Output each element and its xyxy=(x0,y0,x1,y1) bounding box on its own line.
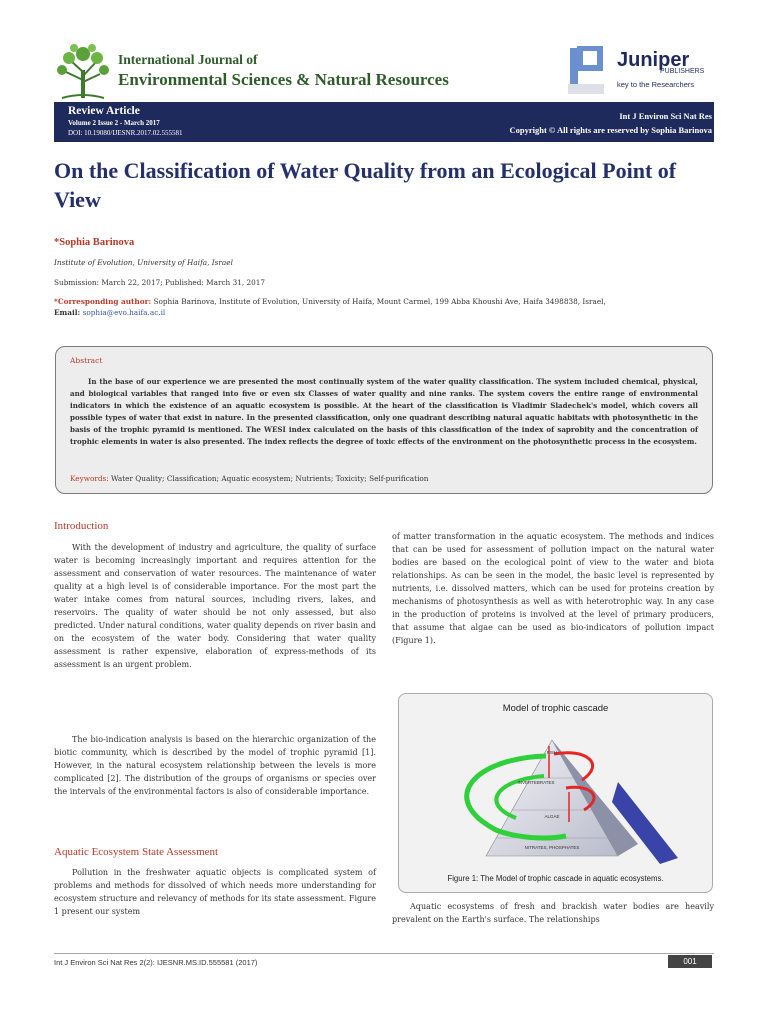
right-paragraph-2: Aquatic ecosystems of fresh and brackish water bodies are heavily prevalent on the Earth's surface. The relationships xyxy=(392,902,714,924)
email-link[interactable]: sophia@evo.haifa.ac.il xyxy=(82,308,166,317)
corr-label: *Corresponding author: xyxy=(54,297,152,306)
intro-paragraph-2: The bio-indication analysis is based on the hierarchic organization of the biotic community, which is described by the model of trophic pyramid [1]. However, in the natural ecosystem relationship between the levels is more complicated [2]. The distribution of the groups of organisms or species over the intervals of the environmental factors is also of considerable importance. xyxy=(54,735,376,796)
doi: DOI: 10.19080/IJESNR.2017.02.555581 xyxy=(68,129,183,137)
abstract-text: In the base of our experience we are presented the most continually system of the water quality classification. The system included chemical, physical, and biological variables that ranged into five or even six Classes of water quality and nine ranks. The system covers the entire range of environmental indicators in which the existence of an aquatic ecosystem is possible. At the heart of the classification is Vladimir Sladechek's model, which covers all possible types of water that exist in nature. In the presented classification, only one quadrant describing natural aquatic habitats with photosynthetic in the basis of the trophic pyramid is mentioned. The WESI index calculated on the basis of this classification of the index of saprobity and the concentration of trophic elements in water is also presented. The index reflects the degree of toxic effects of the environment on the photosynthetic process in the ecosystem. xyxy=(70,377,698,446)
level-label-algae: ALGAE xyxy=(544,814,560,819)
keywords-list: Water Quality; Classification; Aquatic ecosystem; Nutrients; Toxicity; Self-purification xyxy=(108,474,429,483)
aquatic-heading: Aquatic Ecosystem State Assessment xyxy=(54,846,219,858)
journal-tree-logo xyxy=(52,42,114,100)
copyright: Copyright © All rights are reserved by Sophia Barinova xyxy=(509,125,712,135)
journal-abbreviation: Int J Environ Sci Nat Res xyxy=(619,111,712,121)
publisher-name: Juniper xyxy=(617,49,690,71)
footer-citation: Int J Environ Sci Nat Res 2(2): IJESNR.MS.ID.555581 (2017) xyxy=(54,958,258,967)
footer-divider xyxy=(54,953,714,954)
email-label: Email: xyxy=(54,308,81,317)
aquatic-paragraph-1: Pollution in the freshwater aquatic objects is complicated system of problems and methods for dissolved of which needs more understanding for ecosystem structure and relevancy of methods for its state assessment. Figure 1 present our system xyxy=(54,868,376,916)
publisher-sub: PUBLISHERS xyxy=(660,68,705,75)
intro-paragraph-1: With the development of industry and agriculture, the quality of surface water is becoming increasingly important and requires attention for the assessment and conservation of water resources. The maintenance of water quality at a high level is of considerable importance. For the most part the water intake comes from natural sources, including rivers, lakes, and reservoirs. The quality of water should be not only assessed, but also predicted. Under natural conditions, water quality depends on river basin and on the ecosystem of the water body. Considering that water quality assessment is rather expensive, elaboration of express-methods of its assessment is an urgent problem. xyxy=(54,543,376,669)
journal-name-line1: International Journal of xyxy=(118,52,258,67)
figure-title: Model of trophic cascade xyxy=(502,703,609,714)
level-label-invertebrates: INVERTEBRATES xyxy=(517,780,555,785)
keywords xyxy=(70,474,429,483)
article-title: On the Classification of Water Quality from an Ecological Point of View xyxy=(54,158,677,212)
trophic-pyramid-diagram xyxy=(416,718,696,868)
journal-name-line2: Environmental Sciences & Natural Resources xyxy=(118,70,449,89)
article-type: Review Article xyxy=(68,105,140,117)
level-label-nutrients: NITRATES, PHOSPHATES xyxy=(524,845,580,850)
author-name: *Sophia Barinova xyxy=(54,237,135,248)
introduction-heading: Introduction xyxy=(54,520,109,532)
volume-info: Volume 2 Issue 2 - March 2017 xyxy=(68,119,160,127)
abstract-heading: Abstract xyxy=(70,356,103,365)
publisher-tagline: key to the Researchers xyxy=(617,80,695,89)
right-paragraph-1: of matter transformation in the aquatic ecosystem. The methods and indices that can be used for assessment of pollution impact on the natural water bodies are based on the ecological point of view to the water and biota relationships. As can be seen in the model, the basic level is represented by nutrients, i.e. dissolved matters, which can be used for proteins creation by mechanisms of photosynthesis as well as with heterotrophic way. In any case in the production of proteins is involved at the level of primary producers, that assume that algae can be used as bio-indicators of pollution impact (Figure 1). xyxy=(392,532,714,645)
affiliation: Institute of Evolution, University of Haifa, Israel xyxy=(54,258,233,267)
corresponding-author xyxy=(54,296,714,318)
level-label-fish: FISH xyxy=(546,750,558,755)
corr-text: Sophia Barinova, Institute of Evolution, University of Haifa, Mount Carmel, 199 Abba Khoushi Ave, Haifa 3498838, Israel, xyxy=(151,297,606,306)
figure-caption: Figure 1: The Model of trophic cascade in aquatic ecosystems. xyxy=(447,874,664,883)
page-number: 001 xyxy=(668,955,712,968)
submission-dates: Submission: March 22, 2017; Published: March 31, 2017 xyxy=(54,278,266,287)
keywords-label: Keywords: xyxy=(70,474,109,483)
